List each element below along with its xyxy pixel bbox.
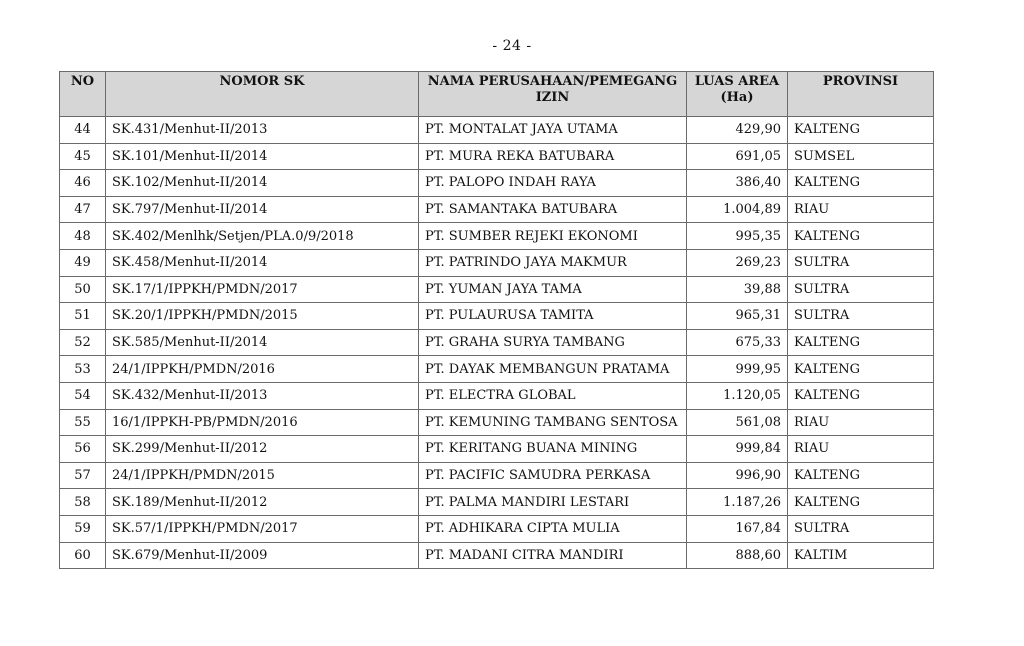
cell-nama-perusahaan: PT. PACIFIC SAMUDRA PERKASA bbox=[419, 462, 687, 489]
cell-luas-area: 996,90 bbox=[687, 462, 788, 489]
cell-no: 53 bbox=[60, 356, 106, 383]
cell-nomor-sk: SK.402/Menlhk/Setjen/PLA.0/9/2018 bbox=[106, 223, 419, 250]
cell-nomor-sk: SK.431/Menhut-II/2013 bbox=[106, 117, 419, 144]
cell-nomor-sk: SK.102/Menhut-II/2014 bbox=[106, 170, 419, 197]
table-row bbox=[60, 170, 934, 197]
cell-nama-perusahaan: PT. SUMBER REJEKI EKONOMI bbox=[419, 223, 687, 250]
cell-provinsi: KALTENG bbox=[788, 356, 934, 383]
cell-nama-perusahaan: PT. PALMA MANDIRI LESTARI bbox=[419, 489, 687, 516]
cell-nomor-sk: 24/1/IPPKH/PMDN/2016 bbox=[106, 356, 419, 383]
cell-provinsi: SULTRA bbox=[788, 276, 934, 303]
cell-nama-perusahaan: PT. KEMUNING TAMBANG SENTOSA bbox=[419, 409, 687, 436]
cell-provinsi: KALTENG bbox=[788, 462, 934, 489]
cell-luas-area: 995,35 bbox=[687, 223, 788, 250]
cell-provinsi: KALTENG bbox=[788, 489, 934, 516]
cell-no: 56 bbox=[60, 436, 106, 463]
page-number: - 24 - bbox=[492, 38, 532, 54]
cell-provinsi: RIAU bbox=[788, 436, 934, 463]
table-row bbox=[60, 117, 934, 144]
table-row bbox=[60, 436, 934, 463]
table-row bbox=[60, 489, 934, 516]
cell-nomor-sk: SK.20/1/IPPKH/PMDN/2015 bbox=[106, 303, 419, 330]
cell-provinsi: KALTENG bbox=[788, 329, 934, 356]
cell-provinsi: SUMSEL bbox=[788, 143, 934, 170]
table-row bbox=[60, 143, 934, 170]
table-row bbox=[60, 276, 934, 303]
cell-no: 57 bbox=[60, 462, 106, 489]
header-no: NO bbox=[60, 72, 106, 117]
cell-luas-area: 429,90 bbox=[687, 117, 788, 144]
cell-no: 59 bbox=[60, 515, 106, 542]
cell-no: 44 bbox=[60, 117, 106, 144]
cell-no: 47 bbox=[60, 196, 106, 223]
cell-no: 50 bbox=[60, 276, 106, 303]
cell-luas-area: 39,88 bbox=[687, 276, 788, 303]
cell-luas-area: 1.187,26 bbox=[687, 489, 788, 516]
cell-nomor-sk: SK.189/Menhut-II/2012 bbox=[106, 489, 419, 516]
cell-nomor-sk: SK.101/Menhut-II/2014 bbox=[106, 143, 419, 170]
cell-luas-area: 999,95 bbox=[687, 356, 788, 383]
cell-provinsi: KALTENG bbox=[788, 223, 934, 250]
cell-nomor-sk: SK.585/Menhut-II/2014 bbox=[106, 329, 419, 356]
cell-nomor-sk: SK.432/Menhut-II/2013 bbox=[106, 382, 419, 409]
header-row bbox=[60, 72, 934, 117]
cell-nama-perusahaan: PT. SAMANTAKA BATUBARA bbox=[419, 196, 687, 223]
cell-nomor-sk: SK.458/Menhut-II/2014 bbox=[106, 249, 419, 276]
cell-luas-area: 269,23 bbox=[687, 249, 788, 276]
cell-provinsi: SULTRA bbox=[788, 249, 934, 276]
table-row bbox=[60, 542, 934, 569]
header-luas-area: LUAS AREA (Ha) bbox=[687, 72, 788, 117]
header-nomor-sk: NOMOR SK bbox=[106, 72, 419, 117]
table-row bbox=[60, 223, 934, 250]
cell-luas-area: 691,05 bbox=[687, 143, 788, 170]
table-row bbox=[60, 356, 934, 383]
cell-no: 48 bbox=[60, 223, 106, 250]
cell-nama-perusahaan: PT. MONTALAT JAYA UTAMA bbox=[419, 117, 687, 144]
table-row bbox=[60, 462, 934, 489]
cell-luas-area: 675,33 bbox=[687, 329, 788, 356]
cell-no: 45 bbox=[60, 143, 106, 170]
cell-nomor-sk: SK.797/Menhut-II/2014 bbox=[106, 196, 419, 223]
cell-provinsi: SULTRA bbox=[788, 515, 934, 542]
table-row bbox=[60, 382, 934, 409]
table-row bbox=[60, 249, 934, 276]
cell-nama-perusahaan: PT. GRAHA SURYA TAMBANG bbox=[419, 329, 687, 356]
header-nama-perusahaan: NAMA PERUSAHAAN/PEMEGANG IZIN bbox=[419, 72, 687, 117]
cell-provinsi: KALTENG bbox=[788, 170, 934, 197]
cell-provinsi: RIAU bbox=[788, 409, 934, 436]
cell-nama-perusahaan: PT. DAYAK MEMBANGUN PRATAMA bbox=[419, 356, 687, 383]
cell-provinsi: SULTRA bbox=[788, 303, 934, 330]
cell-nama-perusahaan: PT. MURA REKA BATUBARA bbox=[419, 143, 687, 170]
cell-no: 60 bbox=[60, 542, 106, 569]
table-row bbox=[60, 329, 934, 356]
cell-nomor-sk: SK.57/1/IPPKH/PMDN/2017 bbox=[106, 515, 419, 542]
cell-nomor-sk: 24/1/IPPKH/PMDN/2015 bbox=[106, 462, 419, 489]
cell-no: 49 bbox=[60, 249, 106, 276]
cell-nama-perusahaan: PT. MADANI CITRA MANDIRI bbox=[419, 542, 687, 569]
cell-luas-area: 386,40 bbox=[687, 170, 788, 197]
cell-nama-perusahaan: PT. PATRINDO JAYA MAKMUR bbox=[419, 249, 687, 276]
cell-nama-perusahaan: PT. ELECTRA GLOBAL bbox=[419, 382, 687, 409]
cell-provinsi: RIAU bbox=[788, 196, 934, 223]
cell-no: 46 bbox=[60, 170, 106, 197]
cell-nama-perusahaan: PT. KERITANG BUANA MINING bbox=[419, 436, 687, 463]
permit-table bbox=[59, 71, 934, 569]
cell-provinsi: KALTENG bbox=[788, 382, 934, 409]
cell-luas-area: 1.004,89 bbox=[687, 196, 788, 223]
cell-luas-area: 999,84 bbox=[687, 436, 788, 463]
cell-luas-area: 561,08 bbox=[687, 409, 788, 436]
table-row bbox=[60, 196, 934, 223]
table-body bbox=[60, 117, 934, 569]
table-row bbox=[60, 303, 934, 330]
cell-nomor-sk: 16/1/IPPKH-PB/PMDN/2016 bbox=[106, 409, 419, 436]
table-row bbox=[60, 409, 934, 436]
cell-no: 54 bbox=[60, 382, 106, 409]
cell-nomor-sk: SK.299/Menhut-II/2012 bbox=[106, 436, 419, 463]
header-provinsi: PROVINSI bbox=[788, 72, 934, 117]
table-header bbox=[60, 72, 934, 117]
cell-luas-area: 167,84 bbox=[687, 515, 788, 542]
cell-nama-perusahaan: PT. PALOPO INDAH RAYA bbox=[419, 170, 687, 197]
cell-nomor-sk: SK.17/1/IPPKH/PMDN/2017 bbox=[106, 276, 419, 303]
cell-nama-perusahaan: PT. PULAURUSA TAMITA bbox=[419, 303, 687, 330]
cell-no: 51 bbox=[60, 303, 106, 330]
cell-no: 58 bbox=[60, 489, 106, 516]
cell-luas-area: 888,60 bbox=[687, 542, 788, 569]
cell-nama-perusahaan: PT. ADHIKARA CIPTA MULIA bbox=[419, 515, 687, 542]
cell-luas-area: 965,31 bbox=[687, 303, 788, 330]
cell-nomor-sk: SK.679/Menhut-II/2009 bbox=[106, 542, 419, 569]
cell-provinsi: KALTIM bbox=[788, 542, 934, 569]
cell-no: 55 bbox=[60, 409, 106, 436]
cell-provinsi: KALTENG bbox=[788, 117, 934, 144]
table-row bbox=[60, 515, 934, 542]
cell-nama-perusahaan: PT. YUMAN JAYA TAMA bbox=[419, 276, 687, 303]
cell-no: 52 bbox=[60, 329, 106, 356]
cell-luas-area: 1.120,05 bbox=[687, 382, 788, 409]
